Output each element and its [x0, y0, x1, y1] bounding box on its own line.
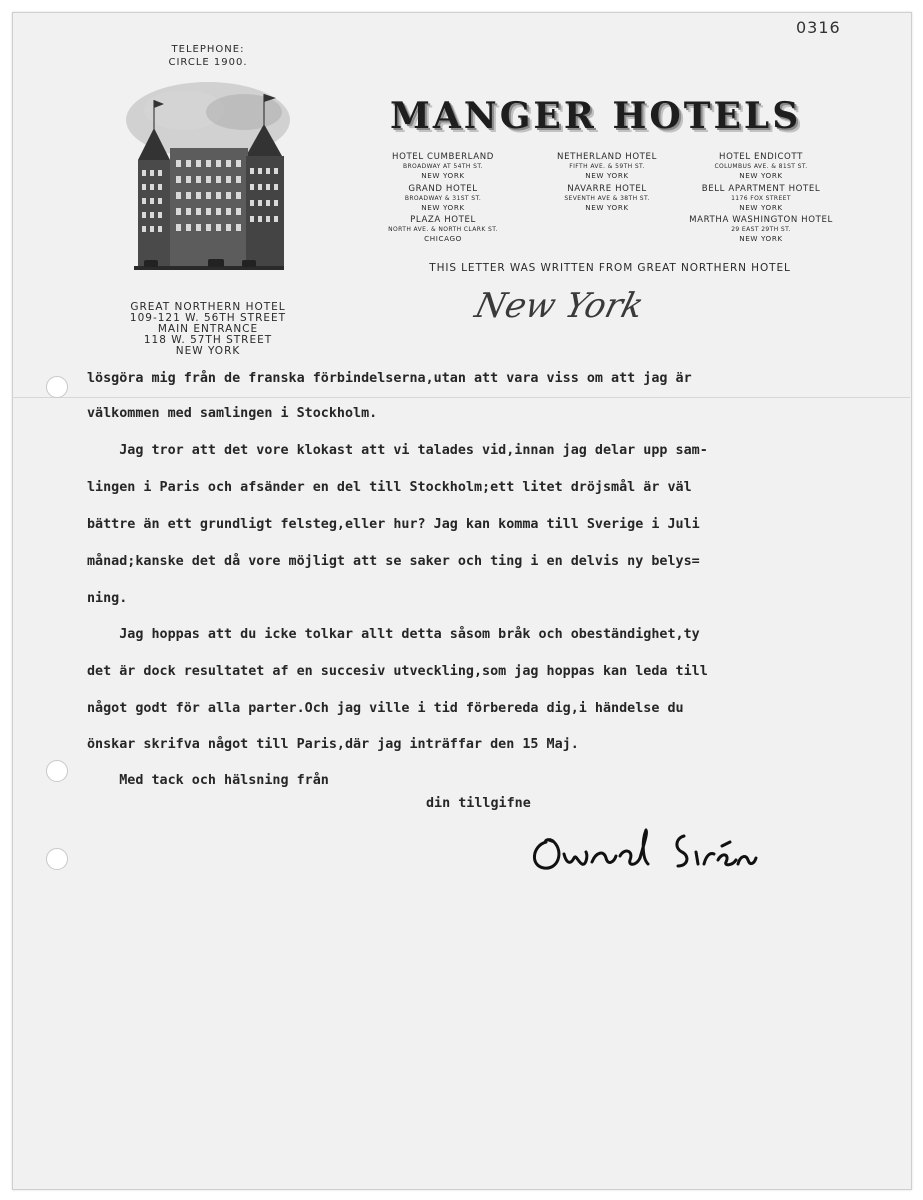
telephone-number: CIRCLE 1900. — [168, 57, 248, 68]
hotel-entry — [358, 185, 528, 212]
hotel-name: HOTEL CUMBERLAND — [392, 152, 494, 162]
hotel-city: NEW YORK — [585, 171, 629, 180]
hotel-street: BROADWAY & 31ST ST. — [404, 195, 482, 202]
hotel-name: GRAND HOTEL — [408, 184, 478, 194]
hotel-name: PLAZA HOTEL — [410, 215, 476, 225]
punch-hole — [46, 760, 68, 782]
hotel-entry — [676, 153, 846, 180]
address-line: NEW YORK — [175, 345, 241, 357]
body-line: Med tack och hälsning från — [87, 773, 329, 788]
body-line: lösgöra mig från de franska förbindelserna,utan att vara viss om att jag är — [87, 371, 692, 386]
hotel-name: NAVARRE HOTEL — [567, 184, 647, 194]
body-line: bättre än ett grundligt felsteg,eller hur? Jag kan komma till Sverige i Juli — [87, 517, 700, 532]
body-line: Jag hoppas att du icke tolkar allt detta såsom bråk och obeständighet,ty — [87, 627, 700, 642]
address-line: MAIN ENTRANCE — [157, 323, 259, 335]
archive-number: 0316 — [796, 18, 841, 37]
body-line: det är dock resultatet af en succesiv utveckling,som jag hoppas kan leda till — [87, 664, 708, 679]
hotel-entry — [522, 153, 692, 180]
hotel-street: BROADWAY AT 54TH ST. — [402, 163, 484, 170]
hotel-city: CHICAGO — [424, 234, 462, 243]
hotel-street: 1176 FOX STREET — [731, 195, 791, 202]
hotel-city: NEW YORK — [421, 203, 465, 212]
fold-line — [12, 397, 910, 398]
hotel-city: NEW YORK — [739, 203, 783, 212]
hotel-city: NEW YORK — [585, 203, 629, 212]
hotel-street: SEVENTH AVE & 38TH ST. — [564, 195, 650, 202]
hotel-name: NETHERLAND HOTEL — [557, 152, 657, 162]
address-line: GREAT NORTHERN HOTEL — [130, 301, 286, 313]
hotel-street: COLUMBUS AVE. & 81ST ST. — [714, 163, 808, 170]
hotel-entry — [522, 185, 692, 212]
hotel-name: HOTEL ENDICOTT — [719, 152, 803, 162]
body-line: månad;kanske det då vore möjligt att se saker och ting i en delvis ny belys= — [87, 554, 700, 569]
body-line: välkommen med samlingen i Stockholm. — [87, 406, 378, 421]
hotel-entry — [358, 216, 528, 243]
brand-logo: MANGER HOTELS — [390, 95, 802, 137]
hotel-street: NORTH AVE. & NORTH CLARK ST. — [388, 226, 498, 233]
hotel-building-illustration — [124, 80, 292, 280]
hotel-street: 29 EAST 29TH ST. — [731, 226, 791, 233]
hotel-name: BELL APARTMENT HOTEL — [701, 184, 821, 194]
hotel-city: NEW YORK — [739, 171, 783, 180]
written-from-line: THIS LETTER WAS WRITTEN FROM GREAT NORTHERN HOTEL — [429, 262, 791, 274]
hotel-city: NEW YORK — [421, 171, 465, 180]
script-city: New York — [471, 286, 648, 326]
punch-hole — [46, 848, 68, 870]
handwritten-signature — [524, 822, 764, 882]
body-line: lingen i Paris och afsänder en del till Stockholm;ett litet dröjsmål är väl — [87, 480, 692, 495]
hotel-entry — [676, 216, 846, 243]
hotel-entry — [358, 153, 528, 180]
body-line: ning. — [87, 591, 128, 606]
hotel-city: NEW YORK — [739, 234, 783, 243]
telephone-label: TELEPHONE: — [171, 44, 245, 55]
hotel-name: MARTHA WASHINGTON HOTEL — [689, 215, 833, 225]
punch-hole — [46, 376, 68, 398]
body-line: Jag tror att det vore klokast att vi talades vid,innan jag delar upp sam- — [87, 443, 708, 458]
body-line: önskar skrifva något till Paris,där jag inträffar den 15 Maj. — [87, 737, 579, 752]
hotel-entry — [676, 185, 846, 212]
address-line: 109-121 W. 56TH STREET — [129, 312, 287, 324]
address-line: 118 W. 57TH STREET — [143, 334, 273, 346]
closing: din tillgifne — [426, 796, 531, 811]
body-line: något godt för alla parter.Och jag ville i tid förbereda dig,i händelse du — [87, 701, 684, 716]
hotel-street: FIFTH AVE. & 59TH ST. — [569, 163, 645, 170]
